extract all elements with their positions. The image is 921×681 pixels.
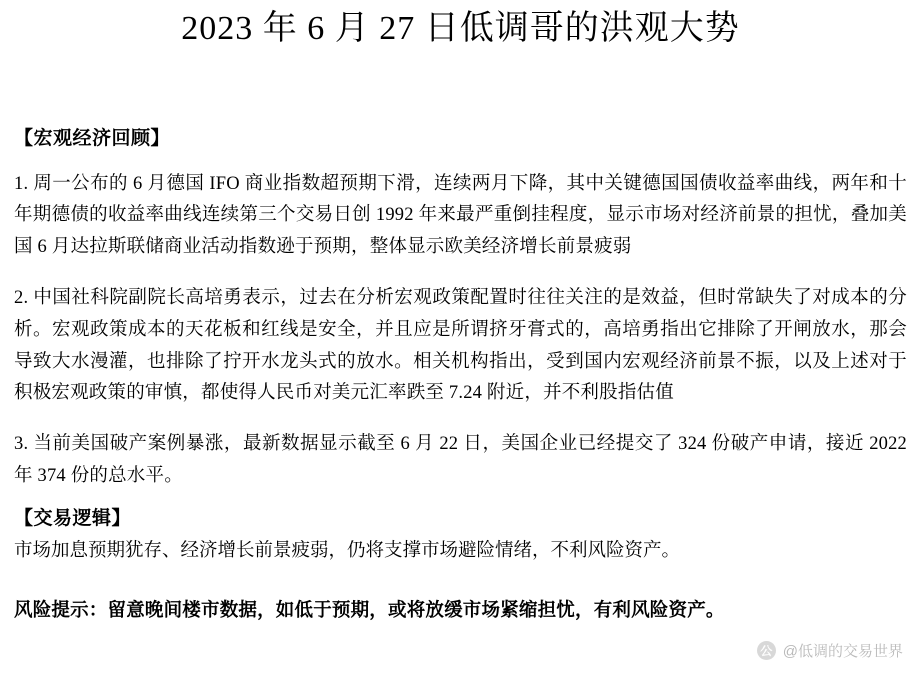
macro-paragraph-2: 2. 中国社科院副院长高培勇表示，过去在分析宏观政策配置时往往关注的是效益，但时常缺失了对成本的分析。宏观政策成本的天花板和红线是安全，并且应是所谓挤牙膏式的，高培勇指出它排除了开闸放水，那会导致大水漫灌，也排除了拧开水龙头式的放水。相关机构指出，受到国内宏观经济前景不振，以及上述对于积极宏观政策的审慎，都使得人民币对美元汇率跌至 7.24 附近，并不利股指估值: [14, 287, 907, 404]
macro-paragraph-1: 1. 周一公布的 6 月德国 IFO 商业指数超预期下滑，连续两月下降，其中关键德国国债收益率曲线，两年和十年期德债的收益率曲线连续第三个交易日创 1992 年来最严重倒挂程度，显示市场对经济前景的担忧，叠加美国 6 月达拉斯联储商业活动指数逊于预期，整体显示欧美经济增长前景疲弱: [14, 173, 907, 258]
macro-section-heading: 【宏观经济回顾】: [14, 127, 171, 149]
macro-paragraph-3: 3. 当前美国破产案例暴涨，最新数据显示截至 6 月 22 日，美国企业已经提交了 324 份破产申请，接近 2022 年 374 份的总水平。: [14, 434, 907, 486]
trading-logic-text: 市场加息预期犹存、经济增长前景疲弱，仍将支撑市场避险情绪，不利风险资产。: [14, 540, 681, 561]
watermark-badge-icon: 公: [757, 641, 776, 660]
document-page: [0, 8, 921, 681]
watermark-text: @低调的交易世界: [782, 643, 903, 660]
watermark: [757, 640, 903, 661]
risk-note: 风险提示：留意晚间楼市数据，如低于预期，或将放缓市场紧缩担忧，有利风险资产。: [14, 600, 725, 621]
trading-logic-heading: 【交易逻辑】: [14, 507, 132, 529]
page-title: 2023 年 6 月 27 日低调哥的洪观大势: [181, 10, 740, 47]
